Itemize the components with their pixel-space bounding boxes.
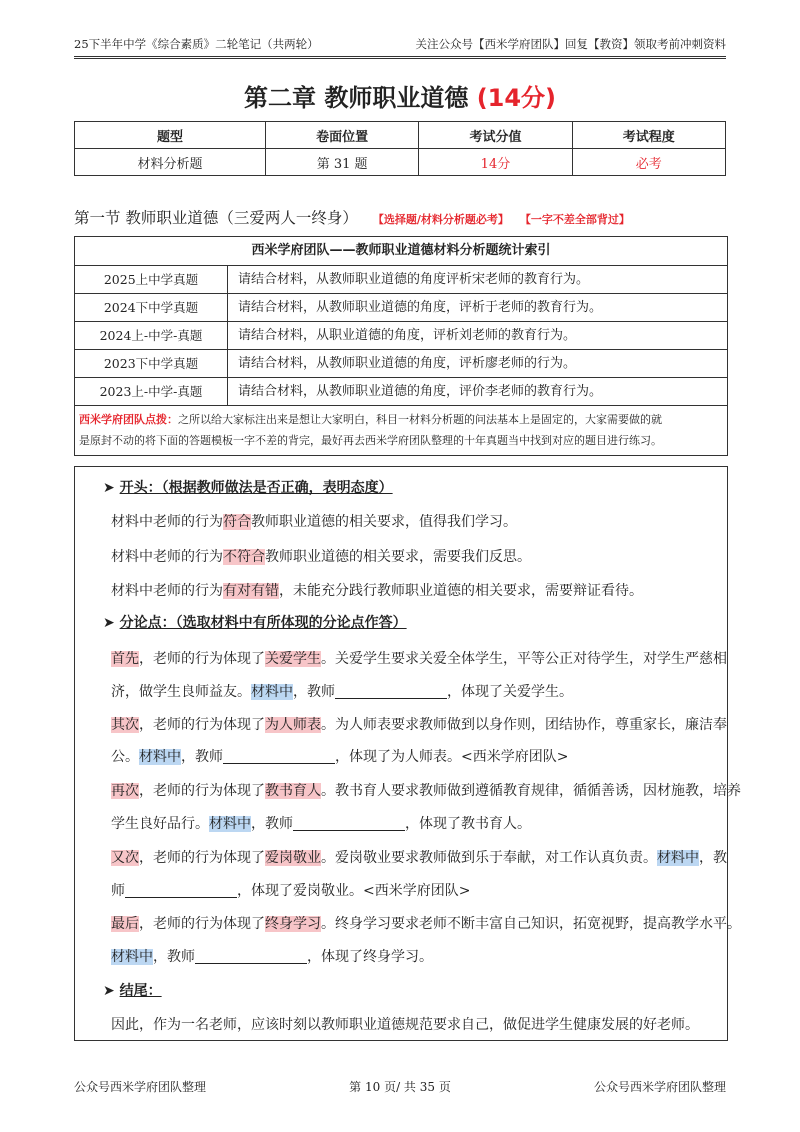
opening-line: 材料中老师的行为不符合教师职业道德的相关要求，需要我们反思。 (111, 549, 531, 565)
index-year: 2024上-中学-真题 (75, 322, 228, 349)
point-line: 济，做学生良师益友。材料中，教师 ，体现了关爱学生。 (111, 684, 573, 700)
fill-blank (293, 816, 405, 831)
opening-line: 材料中老师的行为符合教师职业道德的相关要求，值得我们学习。 (111, 514, 517, 530)
answer-template-box (74, 466, 741, 1041)
keyword: 有对有错 (223, 583, 279, 599)
table-header-row (75, 122, 726, 149)
table-row (75, 266, 727, 294)
question-index-table (74, 236, 728, 456)
index-question: 请结合材料，从教师职业道德的角度，评析廖老师的行为。 (238, 356, 577, 371)
index-year: 2024下中学真题 (75, 294, 228, 321)
tip-text: 是原封不动的将下面的答题模板一字不差的背完，最好再去西米学府团队整理的十年真题当中找到对应的题目进行练习。 (79, 434, 662, 447)
table-row (75, 149, 726, 176)
fill-blank (195, 949, 307, 964)
table-cell: 必考 (572, 149, 725, 176)
index-question: 请结合材料，从教师职业道德的角度评析宋老师的教育行为。 (238, 272, 590, 287)
point-line: 首先，老师的行为体现了关爱学生。关爱学生要求关爱全体学生，平等公正对待学生，对学生严慈相 (111, 651, 727, 667)
opening-line: 材料中老师的行为有对有错，未能充分践行教师职业道德的相关要求，需要辩证看待。 (111, 583, 643, 599)
footer-left: 公众号西米学府团队整理 (74, 1080, 207, 1094)
index-title: 西米学府团队——教师职业道德材料分析题统计索引 (75, 237, 727, 266)
table-row (75, 378, 727, 406)
chapter-score: (14分) (476, 84, 557, 112)
keyword: 不符合 (223, 549, 265, 565)
point-line: 最后，老师的行为体现了终身学习。终身学习要求老师不断丰富自己知识，拓宽视野，提高教学水平。 (111, 916, 741, 932)
table-cell: 考试程度 (572, 122, 725, 149)
header-right: 关注公众号【西米学府团队】回复【教资】领取考前冲刺资料 (415, 37, 726, 51)
footer-right: 公众号西米学府团队整理 (593, 1080, 726, 1094)
point-line: 材料中，教师 ，体现了终身学习。 (111, 949, 433, 965)
table-cell: 考试分值 (419, 122, 572, 149)
header-rule (74, 58, 726, 59)
index-year: 2023上-中学-真题 (75, 378, 228, 405)
ending-title: 结尾： (119, 983, 162, 999)
table-cell: 卷面位置 (265, 122, 418, 149)
section-title: 第一节 教师职业道德（三爱两人一终身） (74, 209, 358, 227)
point-line: 公。材料中，教师 ，体现了为人师表。<西米学府团队> (111, 749, 569, 765)
page-footer (74, 1078, 726, 1095)
fill-blank (335, 684, 447, 699)
points-heading: ➤ 分论点：（选取材料中有所体现的分论点作答） (103, 615, 407, 631)
table-row (75, 322, 727, 350)
table-row (75, 294, 727, 322)
chapter-title-text: 第二章 教师职业道德 (243, 84, 469, 112)
tip-note (75, 406, 727, 455)
section-heading (74, 206, 734, 228)
opening-title: 开头：（根据教师做法是否正确，表明态度） (119, 480, 393, 496)
index-year: 2023下中学真题 (75, 350, 228, 377)
point-line: 学生良好品行。材料中，教师 ，体现了教书育人。 (111, 816, 531, 832)
section-tag: 【一字不差全部背过】 (519, 213, 630, 226)
point-line: 其次，老师的行为体现了为人师表。为人师表要求教师做到以身作则，团结协作，尊重家长，廉洁奉 (111, 717, 727, 733)
chapter-title (0, 78, 800, 113)
table-cell: 第 31 题 (265, 149, 418, 176)
table-cell: 材料分析题 (75, 149, 266, 176)
page-header (74, 36, 726, 57)
point-line: 再次，老师的行为体现了教书育人。教书育人要求教师做到遵循教育规律，循循善诱，因材施教，培养 (111, 783, 741, 799)
fill-blank (223, 749, 335, 764)
exam-info-table (74, 121, 726, 176)
ending-line: 因此，作为一名老师，应该时刻以教师职业道德规范要求自己，做促进学生健康发展的好老师。 (111, 1017, 699, 1033)
tip-label: 西米学府团队点拨： (79, 413, 178, 426)
index-question: 请结合材料，从教师职业道德的角度，评析于老师的教育行为。 (238, 300, 603, 315)
ending-heading: ➤ 结尾： (103, 983, 162, 999)
header-left: 25下半年中学《综合素质》二轮笔记（共两轮） (74, 37, 319, 51)
fill-blank (125, 883, 237, 898)
section-tag: 【选择题/材料分析题必考】 (372, 213, 509, 226)
index-question: 请结合材料，从职业道德的角度，评析刘老师的教育行为。 (238, 328, 577, 343)
table-cell: 14分 (419, 149, 572, 176)
opening-heading: ➤ 开头：（根据教师做法是否正确，表明态度） (103, 480, 393, 496)
keyword: 符合 (223, 514, 251, 530)
table-cell: 题型 (75, 122, 266, 149)
index-question: 请结合材料，从教师职业道德的角度，评价李老师的教育行为。 (238, 384, 603, 399)
point-line: 又次，老师的行为体现了爱岗敬业。爱岗敬业要求教师做到乐于奉献，对工作认真负责。材料中，教 (111, 850, 727, 866)
point-line: 师 ，体现了爱岗敬业。<西米学府团队> (111, 883, 471, 899)
tip-text: 之所以给大家标注出来是想让大家明白，科目一材料分析题的问法基本上是固定的，大家需要做的就 (178, 413, 662, 426)
table-row (75, 350, 727, 378)
index-year: 2025上中学真题 (75, 266, 228, 293)
page-number: 第 10 页/ 共 35 页 (349, 1080, 451, 1094)
points-title: 分论点：（选取材料中有所体现的分论点作答） (119, 615, 407, 631)
